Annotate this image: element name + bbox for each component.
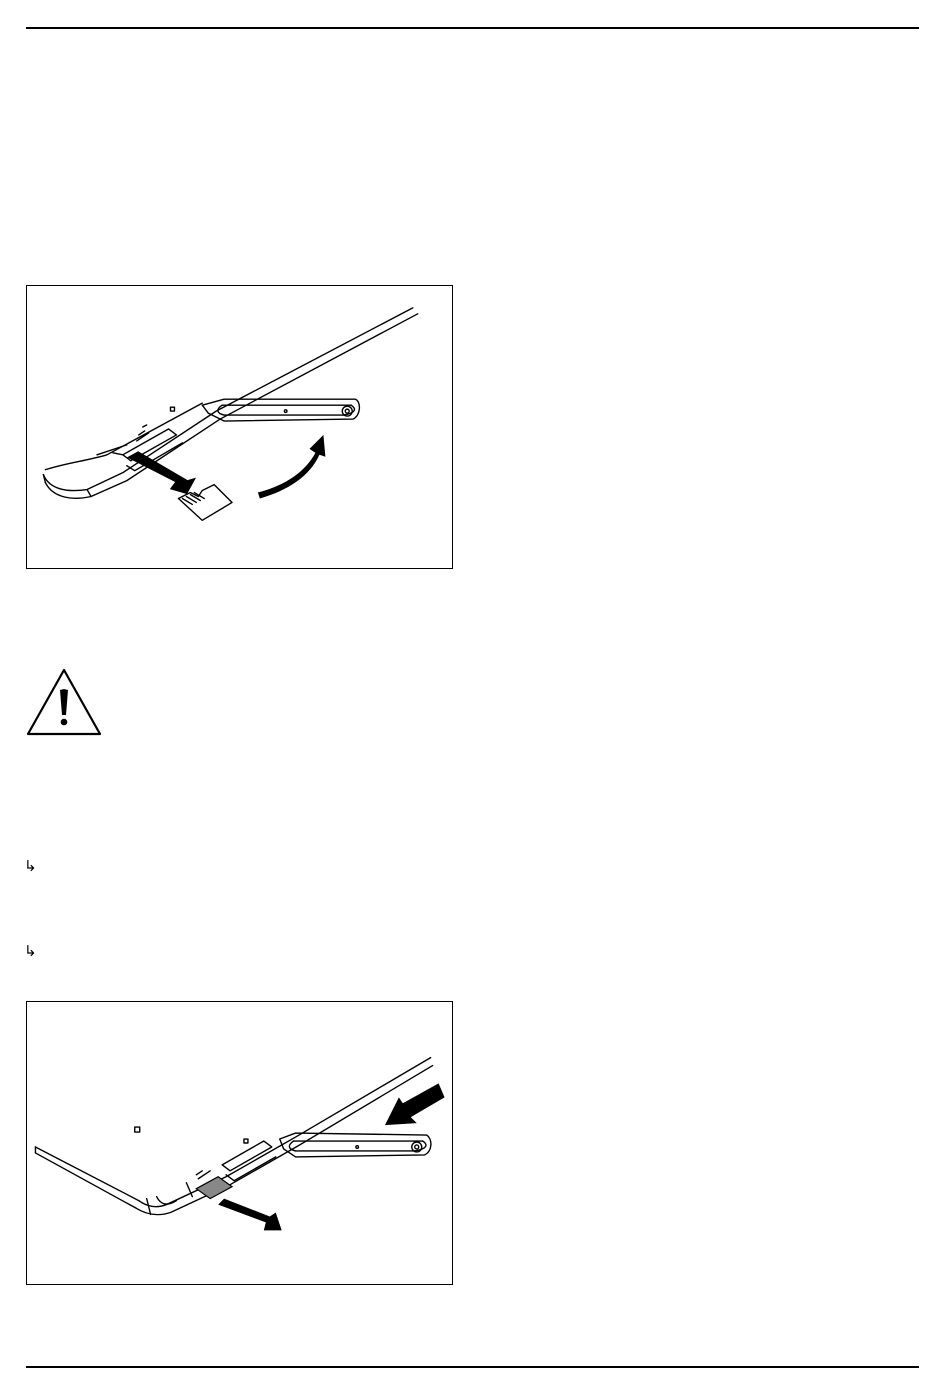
remove-memory-card-figure (26, 1001, 453, 1285)
warning-triangle-icon (25, 667, 103, 737)
step-result-marker: ↳ (24, 942, 37, 960)
step-result-marker: ↳ (24, 857, 37, 875)
remove-memory-card-illustration (27, 1002, 452, 1284)
insert-memory-card-illustration (27, 286, 452, 568)
header-rule (26, 27, 919, 29)
insert-memory-card-figure (26, 285, 453, 569)
footer-rule (26, 1366, 919, 1368)
